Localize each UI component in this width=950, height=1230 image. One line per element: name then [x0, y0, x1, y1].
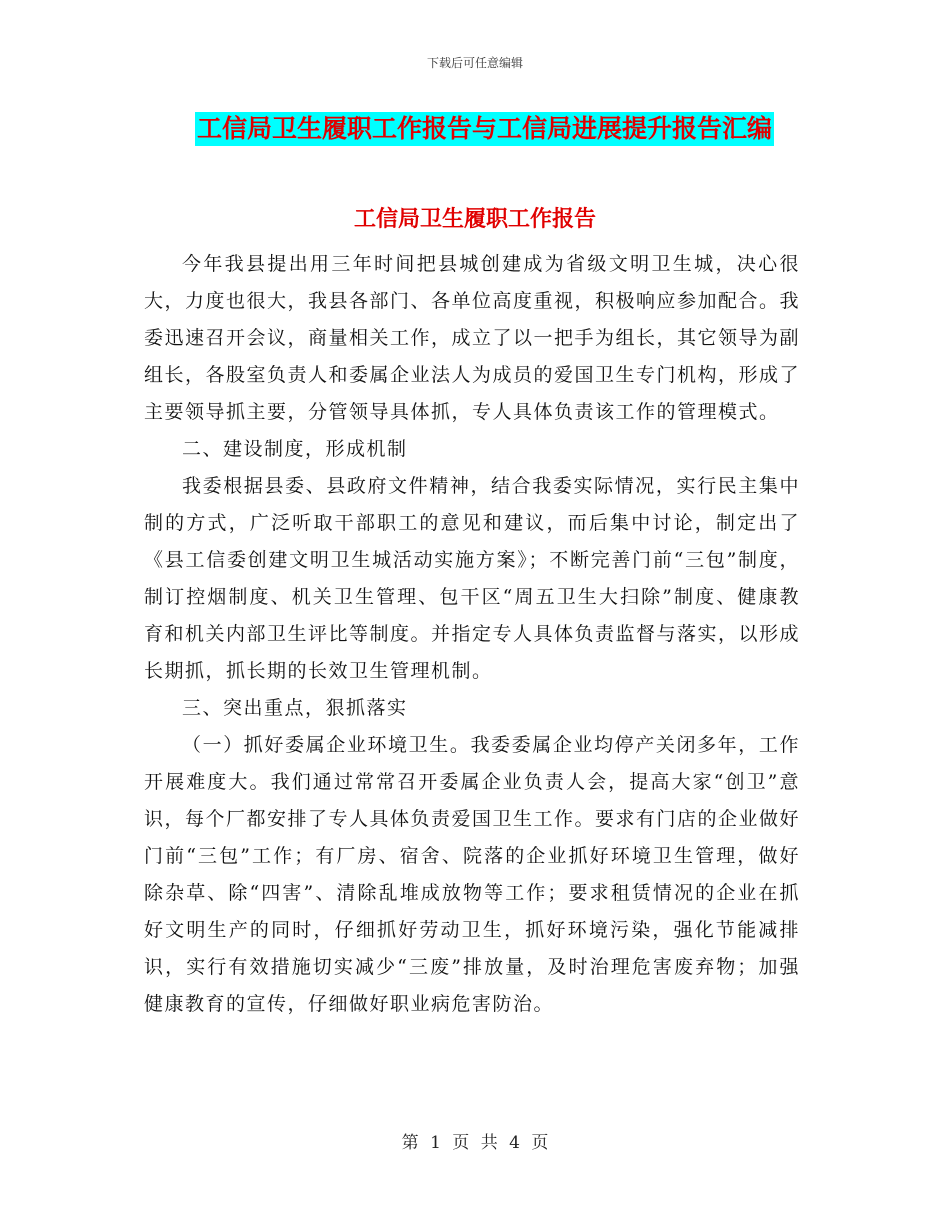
- document-body: [144, 246, 800, 1023]
- paragraph: 今年我县提出用三年时间把县城创建成为省级文明卫生城，决心很大，力度也很大，我县各部门、各单位高度重视，积极响应参加配合。我委迅速召开会议，商量相关工作，成立了以一把手为组长，其它领导为副组长，各股室负责人和委属企业法人为成员的爱国卫生专门机构，形成了主要领导抓主要，分管领导具体抓，专人具体负责该工作的管理模式。: [144, 253, 801, 423]
- paragraph: （一）抓好委属企业环境卫生。我委委属企业均停产关闭多年，工作开展难度大。我们通过常常召开委属企业负责人会，提高大家“创卫”意识，每个厂都安排了专人具体负责爱国卫生工作。要求有门店的企业做好门前“三包”工作；有厂房、宿舍、院落的企业抓好环境卫生管理，做好除杂草、除“四害”、清除乱堆成放物等工作；要求租赁情况的企业在抓好文明生产的同时，仔细抓好劳动卫生，抓好环境污染，强化节能减排识，实行有效措施切实减少“三废”排放量，及时治理危害废弃物；加强健康教育的宣传，仔细做好职业病危害防治。: [144, 734, 801, 1015]
- main-title: 工信局卫生履职工作报告与工信局进展提升报告汇编: [195, 112, 774, 146]
- page-number-footer: 第 1 页 共 4 页: [401, 1133, 549, 1153]
- paragraph-heading: 二、建设制度，形成机制: [182, 438, 408, 460]
- header-note: 下载后可任意编辑: [426, 56, 523, 70]
- paragraph-heading: 三、突出重点，狠抓落实: [182, 697, 408, 719]
- section-title: 工信局卫生履职工作报告: [353, 207, 596, 232]
- paragraph: 我委根据县委、县政府文件精神，结合我委实际情况，实行民主集中制的方式，广泛听取干部职工的意见和建议，而后集中讨论，制定出了《县工信委创建文明卫生城活动实施方案》；不断完善门前“三包”制度，制订控烟制度、机关卫生管理、包干区“周五卫生大扫除”制度、健康教育和机关内部卫生评比等制度。并指定专人具体负责监督与落实，以形成长期抓，抓长期的长效卫生管理机制。: [144, 475, 801, 682]
